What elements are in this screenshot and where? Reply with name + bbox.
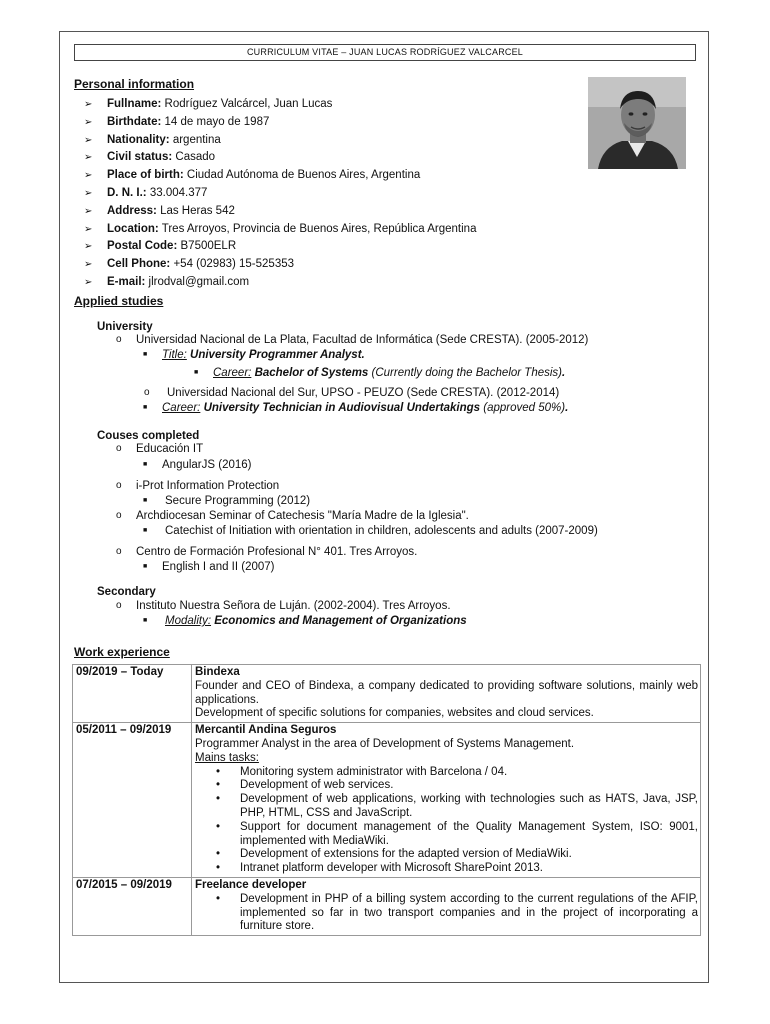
course-item: Educación IT xyxy=(136,443,204,455)
personal-information-heading: Personal information xyxy=(74,77,195,91)
list-item: • Development in PHP of a billing system according to the current regulations of the AFIP, implemented so far in two transport companies and in the project of incorporating a furniture store. xyxy=(240,893,698,934)
circle-bullet-icon: o xyxy=(116,480,122,491)
square-bullet-icon: ■ xyxy=(143,351,148,358)
course-detail: Secure Programming (2012) xyxy=(165,495,311,507)
course-item: i-Prot Information Protection xyxy=(136,480,280,492)
course-detail: English I and II (2007) xyxy=(162,561,275,573)
square-bullet-icon: ■ xyxy=(143,497,148,504)
list-item: • Development of web applications, working with technologies such as HATS, Java, JSP, PHP, HTML, CSS and JavaScript. xyxy=(240,793,698,821)
uns-entry: Universidad Nacional del Sur, UPSO - PEUZO (Sede CRESTA). (2012-2014) xyxy=(167,387,560,399)
profile-photo xyxy=(588,77,686,169)
secondary-school: Instituto Nuestra Señora de Luján. (2002-2004). Tres Arroyos. xyxy=(136,600,451,612)
list-item: ➢ E-mail: jlrodval@gmail.com xyxy=(84,274,476,292)
courses-heading: Couses completed xyxy=(97,430,200,442)
cv-page xyxy=(59,31,709,983)
square-bullet-icon: ■ xyxy=(143,404,148,411)
cv-title: CURRICULUM VITAE – JUAN LUCAS RODRÍGUEZ VALCARCEL xyxy=(74,44,696,61)
list-item: ➢ Cell Phone: +54 (02983) 15-525353 xyxy=(84,256,476,274)
circle-bullet-icon: o xyxy=(116,334,122,345)
circle-bullet-icon: o xyxy=(116,510,122,521)
task-list xyxy=(195,766,698,876)
list-item: ➢ Birthdate: 14 de mayo de 1987 xyxy=(84,114,476,132)
list-item: ➢ Nationality: argentina xyxy=(84,132,476,150)
job-details xyxy=(192,877,701,935)
job-description: Founder and CEO of Bindexa, a company dedicated to providing software solutions, mainly web applications. xyxy=(195,679,698,706)
applied-studies-heading: Applied studies xyxy=(74,294,164,308)
work-experience-heading: Work experience xyxy=(74,645,170,659)
tasks-label: Mains tasks: xyxy=(195,751,259,764)
job-date: 09/2019 – Today xyxy=(73,665,192,723)
arrow-bullet-icon: ➢ xyxy=(84,187,93,199)
job-date: 07/2015 – 09/2019 xyxy=(73,877,192,935)
job-company: Bindexa xyxy=(195,666,240,678)
list-item: ➢ Postal Code: B7500ELR xyxy=(84,238,476,256)
circle-bullet-icon: o xyxy=(116,443,122,454)
job-details xyxy=(192,665,701,723)
secondary-modality: Modality: Economics and Management of Organizations xyxy=(165,615,467,627)
work-experience-table xyxy=(72,664,701,936)
arrow-bullet-icon: ➢ xyxy=(84,116,93,128)
unlp-entry: Universidad Nacional de La Plata, Facultad de Informática (Sede CRESTA). (2005-2012) xyxy=(136,334,589,346)
list-item: ➢ D. N. I.: 33.004.377 xyxy=(84,185,476,203)
secondary-heading: Secondary xyxy=(97,586,156,598)
course-detail: Catechist of Initiation with orientation in children, adolescents and adults (2007-2009) xyxy=(165,525,598,537)
job-company: Freelance developer xyxy=(195,878,307,891)
list-item: • Intranet platform developer with Microsoft SharePoint 2013. xyxy=(240,862,698,876)
arrow-bullet-icon: ➢ xyxy=(84,99,93,110)
university-heading: University xyxy=(97,321,153,333)
circle-bullet-icon: o xyxy=(116,600,122,611)
table-row xyxy=(73,723,701,878)
course-item: Archdiocesan Seminar of Catechesis "María Madre de la Iglesia". xyxy=(136,510,469,522)
list-item: ➢ Fullname: Rodríguez Valcárcel, Juan Lucas xyxy=(84,96,476,114)
circle-bullet-icon: o xyxy=(116,546,122,557)
arrow-bullet-icon: ➢ xyxy=(84,152,93,164)
square-bullet-icon: ■ xyxy=(194,369,199,376)
list-item: • Development of extensions for the adapted version of MediaWiki. xyxy=(240,848,698,862)
list-item: ➢ Civil status: Casado xyxy=(84,149,476,167)
course-detail: AngularJS (2016) xyxy=(162,459,252,471)
list-item: ➢ Location: Tres Arroyos, Provincia de Buenos Aires, República Argentina xyxy=(84,221,476,239)
table-row xyxy=(73,665,701,723)
square-bullet-icon: ■ xyxy=(143,461,148,468)
arrow-bullet-icon: ➢ xyxy=(84,170,93,182)
unlp-title: Title: University Programmer Analyst. xyxy=(162,349,365,361)
unlp-career: Career: Bachelor of Systems (Currently doing the Bachelor Thesis). xyxy=(213,367,566,379)
course-item: Centro de Formación Profesional N° 401. Tres Arroyos. xyxy=(136,546,418,558)
job-date: 05/2011 – 09/2019 xyxy=(73,723,192,878)
job-company: Mercantil Andina Seguros xyxy=(195,724,337,737)
arrow-bullet-icon: ➢ xyxy=(84,241,93,253)
list-item: • Support for document management of the Quality Management System, ISO: 9001, implemented with MediaWiki. xyxy=(240,821,698,849)
job-description: Programmer Analyst in the area of Development of Systems Management. xyxy=(195,737,575,750)
square-bullet-icon: ■ xyxy=(143,563,148,570)
arrow-bullet-icon: ➢ xyxy=(84,276,93,288)
arrow-bullet-icon: ➢ xyxy=(84,205,93,217)
arrow-bullet-icon: ➢ xyxy=(84,223,93,235)
arrow-bullet-icon: ➢ xyxy=(84,259,93,271)
list-item: ➢ Place of birth: Ciudad Autónoma de Buenos Aires, Argentina xyxy=(84,167,476,185)
job-details xyxy=(192,723,701,878)
task-list xyxy=(195,893,698,934)
square-bullet-icon: ■ xyxy=(143,617,148,624)
circle-bullet-icon: o xyxy=(144,387,150,398)
list-item: • Development of web services. xyxy=(240,779,698,793)
table-row xyxy=(73,877,701,935)
list-item: • Monitoring system administrator with Barcelona / 04. xyxy=(240,766,698,780)
job-description: Development of specific solutions for companies, websites and cloud services. xyxy=(195,707,594,720)
arrow-bullet-icon: ➢ xyxy=(84,134,93,146)
uns-career: Career: University Technician in Audiovisual Undertakings (approved 50%). xyxy=(162,402,569,414)
list-item: ➢ Address: Las Heras 542 xyxy=(84,203,476,221)
personal-info-list xyxy=(84,96,476,292)
square-bullet-icon: ■ xyxy=(143,527,148,534)
